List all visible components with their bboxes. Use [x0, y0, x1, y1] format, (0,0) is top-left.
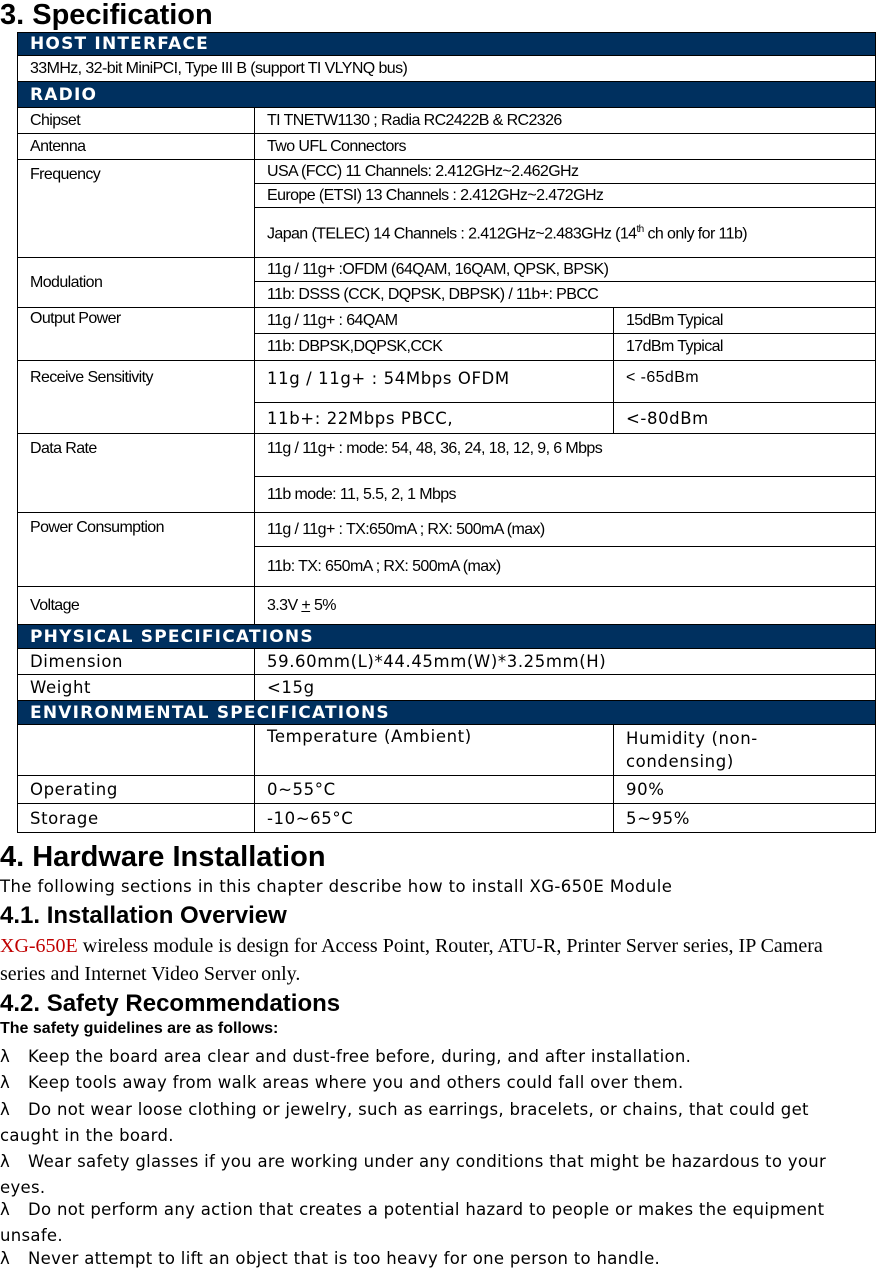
receive-sensitivity-label: Receive Sensitivity [18, 361, 255, 434]
antenna-value: Two UFL Connectors [255, 134, 876, 160]
safety-bullet: λ Do not wear loose clothing or jewelry, such as earrings, bracelets, or chains, that could get caught in the board. [0, 1097, 872, 1149]
chipset-label: Chipset [18, 108, 255, 134]
frequency-europe: Europe (ETSI) 13 Channels : 2.412GHz~2.472GHz [255, 184, 876, 208]
modulation-ofdm: 11g / 11g+ :OFDM (64QAM, 16QAM, QPSK, BPSK) [255, 258, 876, 282]
safety-subtitle: The safety guidelines are as follows: [0, 1020, 279, 1037]
section-4-intro: The following sections in this chapter describe how to install XG-650E Module [0, 877, 673, 896]
installation-overview-text: XG-650E wireless module is design for Access Point, Router, ATU-R, Printer Server series, IP Camera series and Internet Video Server only. [0, 935, 823, 985]
env-humidity-value: 90% [614, 776, 876, 804]
env-column-humidity: Humidity (non-condensing) [614, 725, 876, 776]
bullet-marker: λ [0, 1200, 11, 1219]
env-column-temperature: Temperature (Ambient) [255, 725, 614, 776]
modulation-label: Modulation [18, 258, 255, 308]
bullet-marker: λ [0, 1249, 11, 1268]
safety-bullet: λ Keep the board area clear and dust-free before, during, and after installation. [0, 1044, 872, 1070]
safety-bullet: λ Do not perform any action that creates a potential hazard to people or makes the equipment unsafe. [0, 1197, 872, 1249]
power-consumption-g: 11g / 11g+ : TX:650mA ; RX: 500mA (max) [255, 513, 876, 547]
receive-sensitivity-value: <-80dBm [614, 403, 876, 434]
frequency-japan: Japan (TELEC) 14 Channels : 2.412GHz~2.483GHz (14th ch only for 11b) [255, 208, 876, 258]
dimension-value: 59.60mm(L)*44.45mm(W)*3.25mm(H) [255, 649, 876, 675]
frequency-usa: USA (FCC) 11 Channels: 2.412GHz~2.462GHz [255, 160, 876, 184]
host-interface-header: HOST INTERFACE [18, 33, 876, 56]
env-row-label: Operating [18, 776, 255, 804]
section-3-title: 3. Specification [0, 0, 213, 31]
bullet-marker: λ [0, 1152, 11, 1171]
data-rate-label: Data Rate [18, 434, 255, 513]
power-consumption-b: 11b: TX: 650mA ; RX: 500mA (max) [255, 547, 876, 587]
safety-bullet: λ Never attempt to lift an object that is too heavy for one person to handle. [0, 1246, 872, 1272]
voltage-label: Voltage [18, 587, 255, 625]
receive-sensitivity-value: < -65dBm [614, 361, 876, 403]
environmental-specifications-header: ENVIRONMENTAL SPECIFICATIONS [18, 701, 876, 725]
env-corner-cell [18, 725, 255, 776]
frequency-label: Frequency [18, 160, 255, 258]
voltage-value: 3.3V + 5% [255, 587, 876, 625]
bullet-marker: λ [0, 1100, 11, 1119]
output-power-label: Output Power [18, 308, 255, 361]
env-temperature-value: -10~65°C [255, 804, 614, 833]
power-consumption-label: Power Consumption [18, 513, 255, 587]
module-name-highlight: XG-650E [0, 935, 78, 957]
env-humidity-value: 5~95% [614, 804, 876, 833]
safety-bullet: λ Wear safety glasses if you are working under any conditions that might be hazardous to your eyes. [0, 1149, 872, 1201]
weight-value: <15g [255, 675, 876, 701]
data-rate-g: 11g / 11g+ : mode: 54, 48, 36, 24, 18, 12, 9, 6 Mbps [255, 434, 876, 477]
bullet-marker: λ [0, 1073, 11, 1092]
dimension-label: Dimension [18, 649, 255, 675]
output-power-value: 17dBm Typical [614, 334, 876, 361]
radio-header: RADIO [18, 82, 876, 108]
output-power-mode: 11b: DBPSK,DQPSK,CCK [255, 334, 614, 361]
section-4-title: 4. Hardware Installation [0, 841, 326, 873]
section-4-1-title: 4.1. Installation Overview [0, 902, 287, 929]
receive-sensitivity-mode: 11b+: 22Mbps PBCC, [255, 403, 614, 434]
env-row-label: Storage [18, 804, 255, 833]
bullet-marker: λ [0, 1047, 11, 1066]
modulation-dsss: 11b: DSSS (CCK, DQPSK, DBPSK) / 11b+: PBCC [255, 282, 876, 308]
safety-bullet: λ Keep tools away from walk areas where you and others could fall over them. [0, 1070, 872, 1096]
host-interface-value: 33MHz, 32-bit MiniPCI, Type III B (support TI VLYNQ bus) [18, 56, 876, 82]
antenna-label: Antenna [18, 134, 255, 160]
env-temperature-value: 0~55°C [255, 776, 614, 804]
specification-table [17, 32, 876, 833]
physical-specifications-header: PHYSICAL SPECIFICATIONS [18, 625, 876, 649]
output-power-mode: 11g / 11g+ : 64QAM [255, 308, 614, 334]
data-rate-b: 11b mode: 11, 5.5, 2, 1 Mbps [255, 477, 876, 513]
weight-label: Weight [18, 675, 255, 701]
section-4-2-title: 4.2. Safety Recommendations [0, 990, 341, 1017]
output-power-value: 15dBm Typical [614, 308, 876, 334]
receive-sensitivity-mode: 11g / 11g+ : 54Mbps OFDM [255, 361, 614, 403]
chipset-value: TI TNETW1130 ; Radia RC2422B & RC2326 [255, 108, 876, 134]
